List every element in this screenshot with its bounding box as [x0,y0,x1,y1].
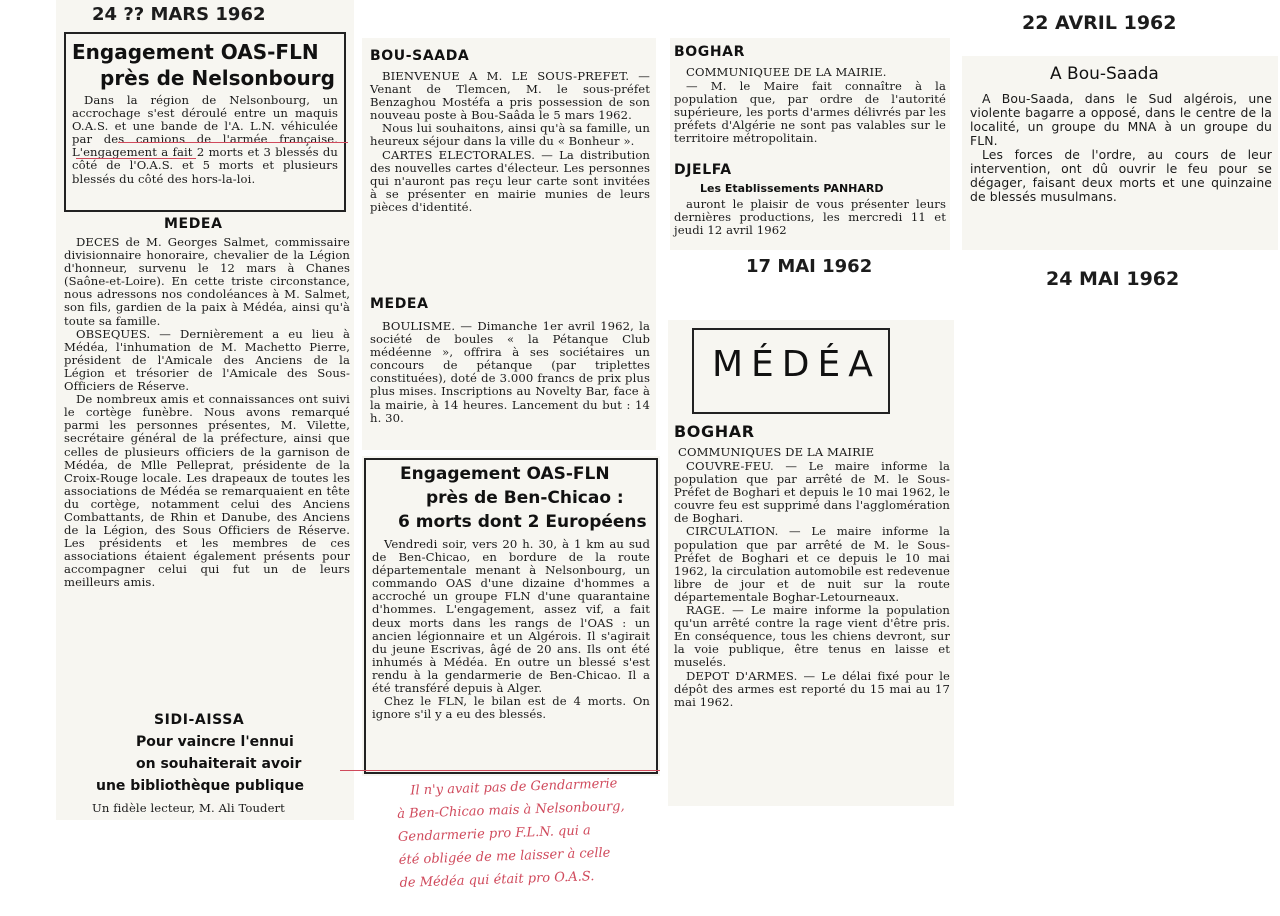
note-line-2: à Ben-Chicao mais à Nelsonbourg, [396,799,625,822]
section-title-bou-saada: BOU-SAADA [370,48,470,64]
sub-communiques: COMMUNIQUES DE LA MAIRIE [678,445,875,459]
clipping-ben-chicao [362,456,660,776]
handwritten-annotation [396,772,627,895]
article-djelfa-body [674,198,946,237]
section-title-medea: MEDEA [164,216,223,232]
paragraph-couvre-feu: COUVRE-FEU. — Le maire informe la population que par arrêté de M. le Sous-Préfet de Boghari et depuis le 10 mai 1962, le couvre feu est supprimé dans l'agglomération de Boghari. [674,459,950,526]
paragraph-rage: RAGE. — Le maire informe la population qu'un arrêté contre la rage vient d'être pris. En conséquence, tous les chiens devront, sur la voie publique, être tenus en laisse et muselés. [674,603,950,670]
article-bagarre-body [970,92,1272,204]
note-line-1: Il n'y avait pas de Gendarmerie [410,776,618,799]
headline-ben-chicao-1: Engagement OAS-FLN [400,464,610,484]
clipping-date: 24 ?? MARS 1962 [92,4,266,25]
red-underline-ben-chicao [340,770,660,771]
section-title-medea-2: MEDEA [370,296,429,312]
note-line-3: Gendarmerie pro F.L.N. qui a [397,823,592,845]
clipping-boghar-djelfa [670,38,950,250]
section-title-boghar: BOGHAR [674,44,745,60]
paragraph-depot-armes: DEPOT D'ARMES. — Le délai fixé pour le dépôt des armes est reporté du 15 mai au 17 mai 1962. [674,668,950,709]
date-24-mai: 24 MAI 1962 [1046,268,1180,290]
masthead-medea: MÉDÉA [712,344,881,385]
article-medea-body [64,236,350,590]
section-title-boghar-2: BOGHAR [674,422,755,441]
paragraph-panhard: auront le plaisir de vous présenter leurs dernières productions, les mercredi 11 et jeudi 12 avril 1962 [674,197,946,238]
paragraph-bagarre: A Bou-Saada, dans le Sud algérois, une violente bagarre a opposé, dans le centre de la localité, un groupe du MNA à un groupe du FLN. [970,91,1272,148]
article-bou-saada-body [370,70,650,214]
article-boulisme [370,320,650,425]
date-22-avril: 22 AVRIL 1962 [1022,12,1177,34]
section-title-djelfa: DJELFA [674,162,732,178]
paragraph-boulisme: BOULISME. — Dimanche 1er avril 1962, la société de boules « la Pétanque Club médéenne », offrira à ses sociétaires un concours de pétanque (par triplettes constituées), doté de 3.000 francs de prix plus plus mises. Inscriptions au Novelty Bar, face à la mairie, à 14 heures. Lancement du but : 14 h. 30. [370,319,650,425]
paragraph-bienvenue: BIENVENUE A M. LE SOUS-PREFET. — Venant de Tlemcen, M. le sous-préfet Benzaghou Mostéfa a pris possession de son nouveau poste à Bou-Saâda le 5 mars 1962. [370,69,650,123]
headline-ennui-3: une bibliothèque publique [96,778,304,794]
article-lead [72,94,338,186]
date-17-mai: 17 MAI 1962 [746,256,873,277]
headline-ennui-1: Pour vaincre l'ennui [136,734,294,750]
red-underline-lead-2 [76,158,196,159]
paragraph-cortege: De nombreux amis et connaissances ont suivi le cortège funèbre. Nous avons remarqué parmi les personnes présentes, M. Vilette, secrétaire général de la préfecture, ainsi que celles de plusieurs officiers de la garnison de Médéa, de Mlle Pelleprat, présidente de la Croix-Rouge locale. Les drapeaux de toutes les associations de Médéa se remarquaient en tête du cortège, notamment celui des Anciens Combattants, de Rhin et Danube, des Anciens de la Légion, des Sous Officiers de Réserve. Les présidents et les membres de ces associations étaient également présents pour accompagner celui qui fut un de leurs meilleurs amis. [64,392,350,590]
paragraph-circulation: CIRCULATION. — Le maire informe la population que par arrêté de M. le Sous-Préfet de Boghari et ce depuis le 10 mai 1962, la circulation automobile est redevenue libre de jour et de nuit sur la route départementale Boghar-Letourneaux. [674,524,950,604]
headline-a-bou-saada: A Bou-Saada [1050,64,1159,84]
paragraph-ports-armes: — M. le Maire fait connaître à la population que, par ordre de l'autorité supérieure, les ports d'armes délivrés par les préfets d'Algérie ne sont pas valables sur le territoire métropolitain. [674,79,946,146]
red-underline-lead [118,142,348,143]
clipping-medea-communiques [668,320,954,806]
article-boghar-body [674,80,946,145]
clipping-nelsonbourg [56,0,354,820]
note-line-5: de Médéa qui était pro O.A.S. [399,869,595,891]
paragraph-forces: Les forces de l'ordre, au cours de leur intervention, ont dû ouvrir le feu pour se dégager, faisant deux morts et une quinzaine de blessés musulmans. [970,147,1272,204]
headline-ennui-2: on souhaiterait avoir [136,756,302,772]
lead-paragraph: Dans la région de Nelsonbourg, un accrochage s'est déroulé entre un maquis O.A.S. et une bande de l'A. L.N. véhiculée par des camions de l'armée française. L'engagement a fait 2 morts et 3 blessés du côté de l'O.A.S. et 5 morts et plusieurs blessés du côté des hors-la-loi. [72,93,338,186]
paragraph-cartes: CARTES ELECTORALES. — La distribution des nouvelles cartes d'électeur. Les personnes qui n'auront pas reçu leur carte sont invitées à se présenter en mairie munies de leurs pièces d'identité. [370,147,650,214]
article-ben-chicao-body [372,538,650,721]
paragraph-vendredi: Vendredi soir, vers 20 h. 30, à 1 km au sud de Ben-Chicao, en bordure de la route départementale menant à Nelsonbourg, un commando OAS d'une dizaine d'hommes a accroché un groupe FLN d'une quarantaine d'hommes. L'engagement, assez vif, a fait deux morts dans les rangs de l'OAS : un ancien légionnaire et un Algérois. Il s'agirait du jeune Escrivas, âgé de 20 ans. Ils ont été inhumés à Médéa. En outre un blessé s'est rendu à la gendarmerie de Ben-Chicao. Il a été transféré depuis à Alger. [372,537,650,696]
headline-line-1: Engagement OAS-FLN [72,40,319,64]
sub-communiquee: COMMUNIQUEE DE LA MAIRIE. [686,65,887,79]
paragraph-bilan: Chez le FLN, le bilan est de 4 morts. On ignore s'il y a eu des blessés. [372,694,650,722]
sub-panhard: Les Etablissements PANHARD [700,182,884,195]
headline-line-2: près de Nelsonbourg [100,66,335,90]
clipping-bou-saada [362,38,656,450]
paragraph-souhaits: Nous lui souhaitons, ainsi qu'à sa famille, un heureux séjour dans la ville du « Bonheur ». [370,121,650,149]
paragraph-obseques: OBSEQUES. — Dernièrement a eu lieu à Médéa, l'inhumation de M. Machetto Pierre, président de l'Amicale des Anciens de la Légion et trésorier de l'Amicale des Sous-Officiers de Réserve. [64,326,350,394]
signature: Un fidèle lecteur, M. Ali Toudert [92,801,285,815]
clipping-bou-saada-bagarre [962,56,1278,250]
section-title-sidi-aissa: SIDI-AISSA [154,712,245,728]
headline-ben-chicao-2: près de Ben-Chicao : [426,488,624,508]
note-line-4: été obligée de me laisser à celle [398,845,611,868]
article-communiques-body [674,460,950,709]
headline-ben-chicao-3: 6 morts dont 2 Européens [398,512,647,532]
paragraph-deces: DECES de M. Georges Salmet, commissaire divisionnaire honoraire, chevalier de la Légion d'honneur, survenu le 12 mars à Chanes (Saône-et-Loire). En cette triste circonstance, nous adressons nos condoléances à M. Salmet, son fils, gardien de la paix à Médéa, ainsi qu'à toute sa famille. [64,235,350,328]
